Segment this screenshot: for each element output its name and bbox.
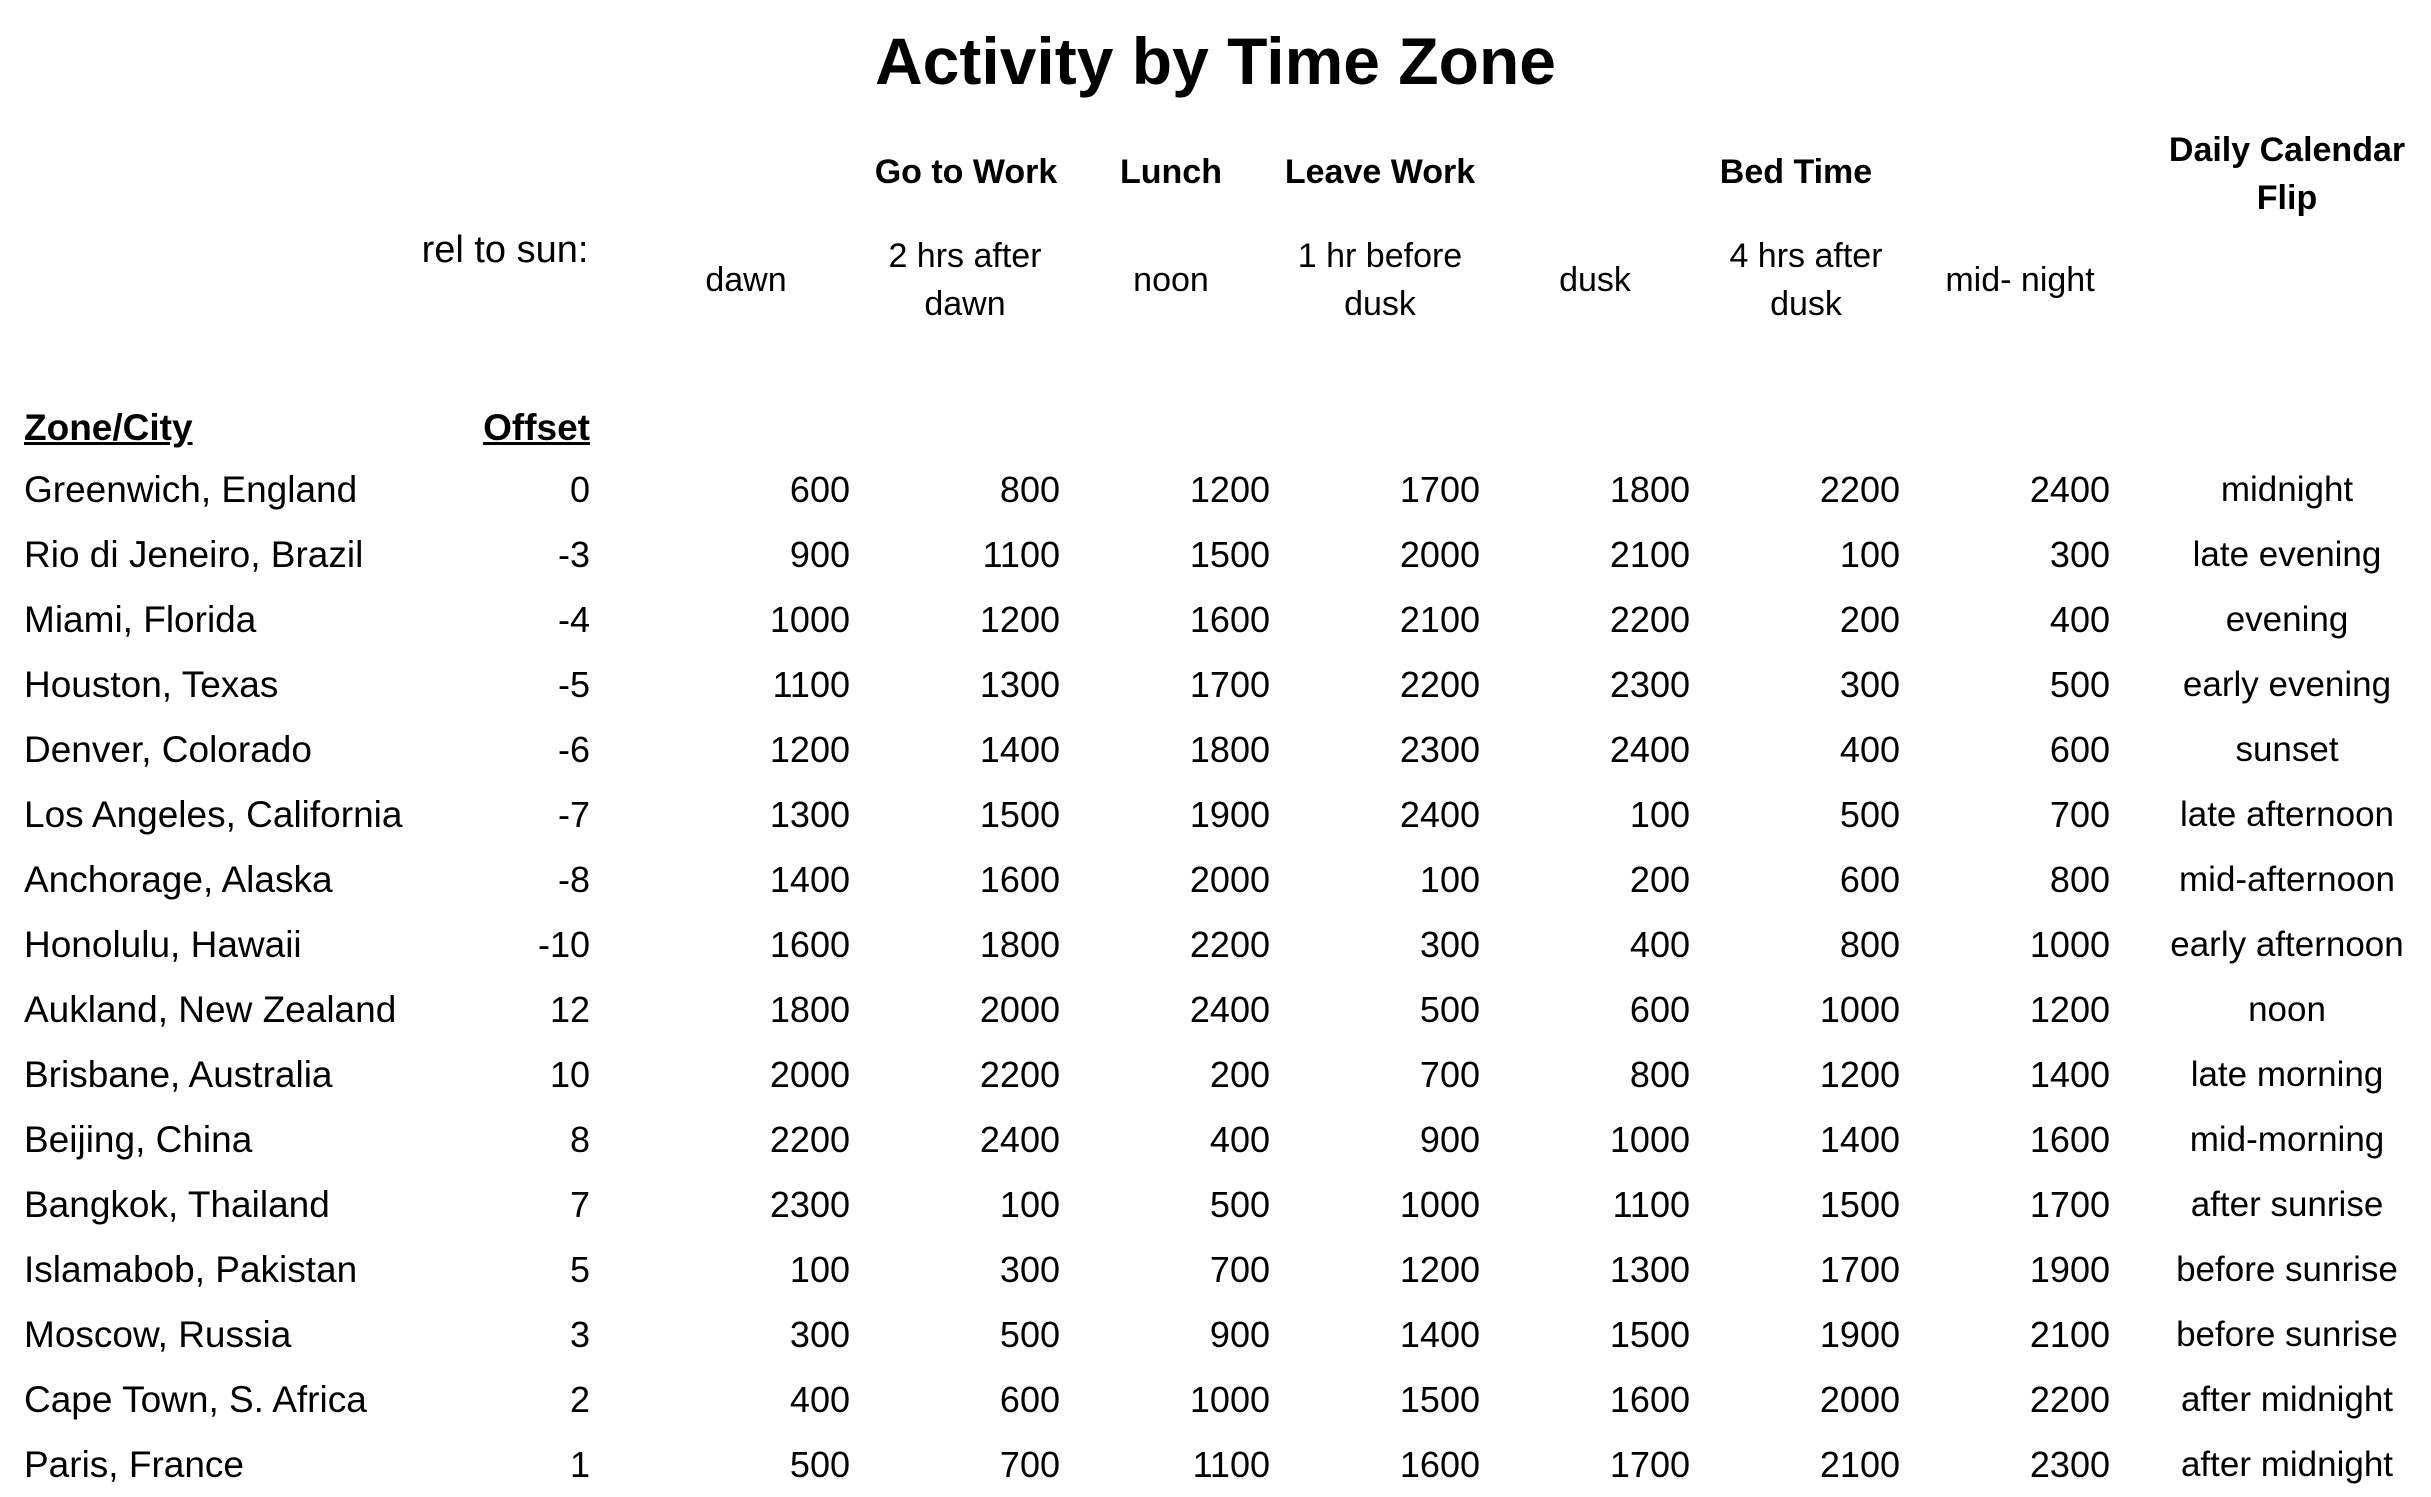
cell-lunch: 1600 [1189, 599, 1270, 640]
cell-dawn: 1000 [769, 599, 850, 640]
cell-city: Beijing, China [24, 1119, 253, 1160]
cell-dusk: 1600 [1609, 1379, 1690, 1420]
cell-bed-time: 1700 [1819, 1249, 1900, 1290]
cell-calendar-flip: early afternoon [2170, 925, 2404, 964]
cell-dawn: 1300 [769, 794, 850, 835]
cell-lunch: 1800 [1189, 729, 1270, 770]
table-row [0, 523, 2431, 587]
cell-city: Brisbane, Australia [24, 1054, 333, 1095]
table-row [0, 1173, 2431, 1237]
cell-calendar-flip: after midnight [2180, 1380, 2394, 1419]
cell-city: Anchorage, Alaska [24, 859, 333, 900]
cell-go-to-work: 2200 [979, 1054, 1060, 1095]
cell-offset: -10 [537, 924, 590, 965]
cell-dusk: 600 [1629, 989, 1690, 1030]
cell-calendar-flip: after midnight [2180, 1445, 2394, 1484]
header-offset: Offset [483, 407, 590, 448]
table-row [0, 588, 2431, 652]
cell-go-to-work: 100 [999, 1184, 1060, 1225]
cell-dusk: 200 [1629, 859, 1690, 900]
cell-go-to-work: 1800 [979, 924, 1060, 965]
header-midnight: mid- night [1945, 261, 2095, 299]
cell-bed-time: 300 [1839, 664, 1900, 705]
cell-lunch: 2200 [1189, 924, 1270, 965]
cell-dawn: 500 [789, 1444, 850, 1485]
cell-city: Greenwich, England [24, 469, 358, 510]
cell-offset: -5 [557, 664, 590, 705]
cell-dawn: 1600 [769, 924, 850, 965]
cell-dusk: 400 [1629, 924, 1690, 965]
cell-lunch: 400 [1209, 1119, 1270, 1160]
cell-bed-time: 2200 [1819, 469, 1900, 510]
table-row [0, 458, 2431, 522]
header-bed-time: Bed Time [1719, 153, 1873, 191]
cell-leave-work: 2200 [1399, 664, 1480, 705]
cell-go-to-work: 1400 [979, 729, 1060, 770]
cell-bed-time: 200 [1839, 599, 1900, 640]
cell-dusk: 1300 [1609, 1249, 1690, 1290]
cell-calendar-flip: early evening [2182, 665, 2392, 704]
cell-leave-work: 1000 [1399, 1184, 1480, 1225]
cell-dusk: 2300 [1609, 664, 1690, 705]
cell-lunch: 2000 [1189, 859, 1270, 900]
cell-go-to-work: 800 [999, 469, 1060, 510]
cell-midnight: 1400 [2029, 1054, 2110, 1095]
cell-calendar-flip: sunset [2235, 730, 2339, 769]
table-row [0, 1043, 2431, 1107]
cell-midnight: 1700 [2029, 1184, 2110, 1225]
cell-midnight: 1600 [2029, 1119, 2110, 1160]
header-dawn: dawn [705, 261, 787, 299]
table-row [0, 1238, 2431, 1302]
cell-dawn: 2000 [769, 1054, 850, 1095]
cell-lunch: 1200 [1189, 469, 1270, 510]
cell-offset: 5 [569, 1249, 590, 1290]
cell-midnight: 300 [2049, 534, 2110, 575]
cell-dawn: 400 [789, 1379, 850, 1420]
cell-calendar-flip: after sunrise [2190, 1185, 2384, 1224]
cell-city: Denver, Colorado [24, 729, 312, 770]
cell-city: Bangkok, Thailand [24, 1184, 330, 1225]
cell-bed-time: 100 [1839, 534, 1900, 575]
cell-dusk: 1100 [1612, 1184, 1690, 1225]
cell-offset: 0 [569, 469, 590, 510]
cell-midnight: 800 [2049, 859, 2110, 900]
cell-dusk: 1700 [1609, 1444, 1690, 1485]
cell-lunch: 1700 [1189, 664, 1270, 705]
cell-bed-time: 1200 [1819, 1054, 1900, 1095]
cell-calendar-flip: late evening [2192, 535, 2382, 574]
header-1-hr-before-dusk: 1 hr before dusk [1297, 237, 1463, 323]
cell-lunch: 700 [1209, 1249, 1270, 1290]
table-row [0, 978, 2431, 1042]
cell-leave-work: 1200 [1399, 1249, 1480, 1290]
cell-midnight: 700 [2049, 794, 2110, 835]
header-lunch: Lunch [1120, 153, 1222, 191]
cell-offset: -6 [557, 729, 590, 770]
cell-city: Islamabob, Pakistan [24, 1249, 358, 1290]
cell-go-to-work: 600 [999, 1379, 1060, 1420]
cell-city: Paris, France [24, 1444, 245, 1485]
cell-go-to-work: 700 [999, 1444, 1060, 1485]
cell-bed-time: 600 [1839, 859, 1900, 900]
cell-bed-time: 400 [1839, 729, 1900, 770]
page-title: Activity by Time Zone [875, 24, 1556, 98]
cell-dawn: 900 [789, 534, 850, 575]
header-zone-city: Zone/City [24, 407, 193, 448]
table-row [0, 848, 2431, 912]
cell-calendar-flip: evening [2225, 600, 2349, 639]
cell-city: Honolulu, Hawaii [24, 924, 302, 965]
cell-offset: 1 [569, 1444, 590, 1485]
cell-dawn: 1400 [769, 859, 850, 900]
cell-lunch: 1900 [1189, 794, 1270, 835]
cell-offset: 7 [569, 1184, 590, 1225]
cell-leave-work: 100 [1419, 859, 1480, 900]
cell-city: Rio di Jeneiro, Brazil [24, 534, 364, 575]
cell-go-to-work: 1300 [979, 664, 1060, 705]
cell-city: Miami, Florida [24, 599, 257, 640]
cell-dusk: 1500 [1609, 1314, 1690, 1355]
cell-leave-work: 700 [1419, 1054, 1480, 1095]
cell-calendar-flip: mid-morning [2189, 1120, 2385, 1159]
cell-offset: 8 [569, 1119, 590, 1160]
cell-dusk: 800 [1629, 1054, 1690, 1095]
table-row [0, 783, 2431, 847]
cell-leave-work: 900 [1419, 1119, 1480, 1160]
cell-midnight: 2100 [2029, 1314, 2110, 1355]
cell-dawn: 2300 [769, 1184, 850, 1225]
cell-offset: -3 [557, 534, 590, 575]
cell-calendar-flip: mid-afternoon [2179, 860, 2395, 899]
cell-bed-time: 1400 [1819, 1119, 1900, 1160]
cell-offset: 10 [549, 1054, 590, 1095]
cell-leave-work: 1700 [1399, 469, 1480, 510]
cell-dawn: 1100 [772, 664, 850, 705]
cell-go-to-work: 300 [999, 1249, 1060, 1290]
cell-dusk: 1800 [1609, 469, 1690, 510]
cell-city: Los Angeles, California [24, 794, 403, 835]
cell-city: Houston, Texas [24, 664, 279, 705]
cell-midnight: 400 [2049, 599, 2110, 640]
cell-lunch: 1100 [1192, 1444, 1270, 1485]
cell-midnight: 500 [2049, 664, 2110, 705]
cell-offset: -8 [557, 859, 590, 900]
header-daily-calendar-flip: Daily Calendar Flip [2168, 131, 2406, 217]
header-rel-to-sun: rel to sun: [421, 229, 589, 271]
header-leave-work: Leave Work [1284, 153, 1476, 191]
cell-offset: 12 [549, 989, 590, 1030]
cell-leave-work: 2100 [1399, 599, 1480, 640]
cell-city: Moscow, Russia [24, 1314, 292, 1355]
cell-calendar-flip: before sunrise [2176, 1315, 2398, 1354]
cell-calendar-flip: noon [2248, 990, 2326, 1029]
cell-lunch: 1000 [1189, 1379, 1270, 1420]
header-dusk: dusk [1559, 261, 1631, 299]
cell-dawn: 1200 [769, 729, 850, 770]
cell-offset: -7 [557, 794, 590, 835]
cell-dawn: 1800 [769, 989, 850, 1030]
cell-midnight: 1000 [2029, 924, 2110, 965]
cell-bed-time: 2000 [1819, 1379, 1900, 1420]
cell-offset: -4 [557, 599, 590, 640]
cell-city: Cape Town, S. Africa [24, 1379, 367, 1420]
cell-go-to-work: 1600 [979, 859, 1060, 900]
cell-bed-time: 1900 [1819, 1314, 1900, 1355]
cell-midnight: 2300 [2029, 1444, 2110, 1485]
cell-lunch: 200 [1209, 1054, 1270, 1095]
table-row [0, 718, 2431, 782]
cell-leave-work: 300 [1419, 924, 1480, 965]
cell-dusk: 2100 [1609, 534, 1690, 575]
cell-dusk: 2400 [1609, 729, 1690, 770]
cell-go-to-work: 2000 [979, 989, 1060, 1030]
cell-go-to-work: 2400 [979, 1119, 1060, 1160]
table-row [0, 1433, 2431, 1497]
table-row [0, 1303, 2431, 1367]
cell-dawn: 300 [789, 1314, 850, 1355]
cell-midnight: 2400 [2029, 469, 2110, 510]
cell-bed-time: 500 [1839, 794, 1900, 835]
cell-leave-work: 500 [1419, 989, 1480, 1030]
cell-go-to-work: 1500 [979, 794, 1060, 835]
cell-midnight: 600 [2049, 729, 2110, 770]
table-row [0, 913, 2431, 977]
cell-lunch: 2400 [1189, 989, 1270, 1030]
cell-calendar-flip: midnight [2220, 470, 2354, 509]
cell-dusk: 1000 [1609, 1119, 1690, 1160]
cell-lunch: 900 [1209, 1314, 1270, 1355]
header-go-to-work: Go to Work [874, 153, 1058, 191]
cell-dusk: 2200 [1609, 599, 1690, 640]
header-4-hrs-after-dusk: 4 hrs after dusk [1729, 237, 1883, 323]
cell-midnight: 1900 [2029, 1249, 2110, 1290]
cell-leave-work: 2300 [1399, 729, 1480, 770]
cell-midnight: 1200 [2029, 989, 2110, 1030]
cell-bed-time: 1500 [1819, 1184, 1900, 1225]
cell-lunch: 500 [1209, 1184, 1270, 1225]
cell-leave-work: 1500 [1399, 1379, 1480, 1420]
cell-lunch: 1500 [1189, 534, 1270, 575]
cell-dusk: 100 [1629, 794, 1690, 835]
cell-bed-time: 800 [1839, 924, 1900, 965]
cell-leave-work: 2400 [1399, 794, 1480, 835]
cell-dawn: 2200 [769, 1119, 850, 1160]
table-row [0, 653, 2431, 717]
cell-leave-work: 1600 [1399, 1444, 1480, 1485]
cell-bed-time: 2100 [1819, 1444, 1900, 1485]
cell-city: Aukland, New Zealand [24, 989, 397, 1030]
header-noon: noon [1133, 261, 1209, 299]
cell-dawn: 600 [789, 469, 850, 510]
table-row [0, 1368, 2431, 1432]
cell-offset: 2 [569, 1379, 590, 1420]
header-2-hrs-after-dawn: 2 hrs after dawn [888, 237, 1042, 323]
cell-dawn: 100 [789, 1249, 850, 1290]
cell-calendar-flip: late morning [2190, 1055, 2384, 1094]
table-row [0, 1108, 2431, 1172]
cell-midnight: 2200 [2029, 1379, 2110, 1420]
cell-leave-work: 1400 [1399, 1314, 1480, 1355]
cell-go-to-work: 500 [999, 1314, 1060, 1355]
cell-calendar-flip: late afternoon [2179, 795, 2395, 834]
cell-go-to-work: 1200 [979, 599, 1060, 640]
cell-bed-time: 1000 [1819, 989, 1900, 1030]
cell-calendar-flip: before sunrise [2176, 1250, 2398, 1289]
cell-offset: 3 [569, 1314, 590, 1355]
cell-go-to-work: 1100 [982, 534, 1060, 575]
cell-leave-work: 2000 [1399, 534, 1480, 575]
